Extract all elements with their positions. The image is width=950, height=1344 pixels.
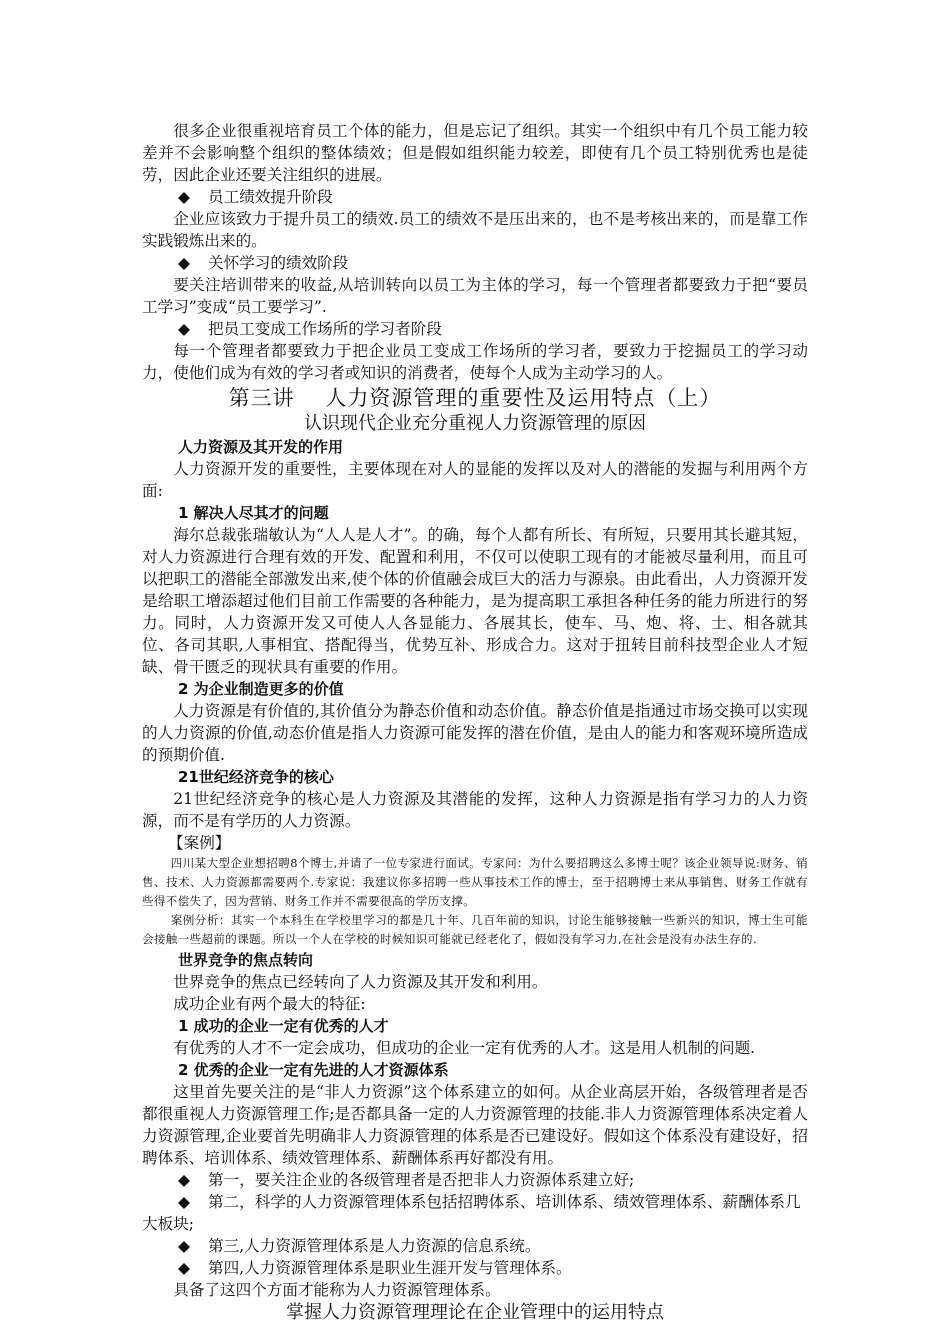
section-title: 认识现代企业充分重视人力资源管理的原因	[304, 413, 646, 434]
bullet-text: 第一，要关注企业的各级管理者是否把非人力资源体系建立好;	[208, 1171, 635, 1189]
bullet-item	[142, 252, 808, 274]
bullet-text: 关怀学习的绩效阶段	[208, 254, 349, 272]
paragraph: 人力资源是有价值的,其价值分为静态价值和动态价值。静态价值是指通过市场交换可以实现的人力资源的价值,动态价值是指人力资源可能发挥的潜在价值，是由人的能力和客观环境所造成的预期价值.	[142, 702, 808, 764]
bullet-item	[142, 318, 808, 340]
bullet-text: 把员工变成工作场所的学习者阶段	[208, 320, 442, 338]
bullet-text: 第三,人力资源管理体系是人力资源的信息系统。	[208, 1237, 541, 1255]
bullet-text: 第四,人力资源管理体系是职业生涯开发与管理体系。	[208, 1259, 572, 1277]
bullet-item	[142, 1257, 808, 1279]
bullet-item	[142, 1191, 808, 1235]
subsection-heading: 21世纪经济竞争的核心	[178, 768, 334, 786]
case-text: 四川某大型企业想招聘8个博士,并请了一位专家进行面试。专家问：为什么要招聘这么多博士呢？该企业领导说:财务、销售、技术、人力资源都需要两个.专家说：我建议你多招聘一些从事技术工作的博士，至于招聘博士来从事销售、财务工作就有些得不偿失了，因为营销、财务工作并不需要很高的学历支撑。	[142, 856, 808, 908]
diamond-bullet-icon: ◆	[178, 1237, 190, 1255]
diamond-bullet-icon: ◆	[178, 1171, 190, 1189]
paragraph: 每一个管理者都要致力于把企业员工变成工作场所的学习者，要致力于挖掘员工的学习动力，使他们成为有效的学习者或知识的消费者，使每个人成为主动学习的人。	[142, 342, 808, 382]
case-label: 【案例】	[168, 834, 231, 852]
paragraph: 成功企业有两个最大的特征:	[173, 995, 366, 1013]
paragraph: 21世纪经济竞争的核心是人力资源及其潜能的发挥，这种人力资源是指有学习力的人力资源，而不是有学历的人力资源。	[142, 790, 808, 830]
subsection-heading: 世界竞争的焦点转向	[178, 951, 314, 969]
case-analysis: 案例分析：其实一个本科生在学校里学习的都是几十年、几百年前的知识，讨论生能够接触一些新兴的知识，博士生可能会接触一些超前的课题。所以一个人在学校的时候知识可能就已经老化了，假如没有学习力,在社会是没有办法生存的.	[142, 913, 808, 946]
paragraph: 人力资源开发的重要性，主要体现在对人的显能的发挥以及对人的潜能的发掘与利用两个方面:	[142, 460, 808, 500]
subsection-heading: 1 成功的企业一定有优秀的人才	[178, 1017, 389, 1035]
diamond-bullet-icon: ◆	[178, 1259, 190, 1277]
diamond-bullet-icon: ◆	[178, 1193, 190, 1211]
lecture-title: 第三讲 人力资源管理的重要性及运用特点（上）	[228, 386, 722, 410]
subsection-heading: 2 为企业制造更多的价值	[178, 680, 344, 698]
paragraph: 海尔总裁张瑞敏认为“人人是人才”。的确，每个人都有所长、有所短，只要用其长避其短，对人力资源进行合理有效的开发、配置和利用，不仅可以使职工现有的才能被尽量利用，而且可以把职工的潜能全部激发出来,使个体的价值融会成巨大的活力与源泉。由此看出，人力资源开发是给职工增添超过他们目前工作需要的各种能力，是为提高职工承担各种任务的能力所进行的努力。同时，人力资源开发又可使人人各显能力、各展其长，使车、马、炮、将、士、相各就其位、各司其职,人事相宜、搭配得当，优势互补、形成合力。这对于扭转目前科技型企业人才短缺、骨干匮乏的现状具有重要的作用。	[142, 526, 808, 676]
paragraph: 很多企业很重视培育员工个体的能力，但是忘记了组织。其实一个组织中有几个员工能力较差并不会影响整个组织的整体绩效；但是假如组织能力较差，即使有几个员工特别优秀也是徒劳，因此企业还要关注组织的进展。	[142, 122, 808, 184]
document-page	[142, 120, 808, 1325]
diamond-bullet-icon: ◆	[178, 188, 190, 206]
subsection-heading: 人力资源及其开发的作用	[178, 438, 344, 456]
bullet-item	[142, 186, 808, 208]
section-title: 掌握人力资源管理理论在企业管理中的运用特点	[286, 1302, 664, 1323]
bullet-item	[142, 1169, 808, 1191]
paragraph: 企业应该致力于提升员工的绩效.员工的绩效不是压出来的，也不是考核出来的，而是靠工作实践锻炼出来的。	[142, 210, 808, 250]
subsection-heading: 1 解决人尽其才的问题	[178, 504, 329, 522]
bullet-text: 第二，科学的人力资源管理体系包括招聘体系、培训体系、绩效管理体系、薪酬体系几大板块;	[142, 1193, 801, 1233]
diamond-bullet-icon: ◆	[178, 254, 190, 272]
bullet-text: 员工绩效提升阶段	[208, 188, 333, 206]
bullet-item	[142, 1235, 808, 1257]
paragraph: 具备了这四个方面才能称为人力资源管理体系。	[173, 1281, 501, 1299]
paragraph: 这里首先要关注的是“非人力资源”这个体系建立的如何。从企业高层开始，各级管理者是否都很重视人力资源管理工作;是否都具备一定的人力资源管理的技能.非人力资源管理体系决定着人力资源管理,企业要首先明确非人力资源管理的体系是否已建设好。假如这个体系没有建设好，招聘体系、培训体系、绩效管理体系、薪酬体系再好都没有用。	[142, 1083, 808, 1167]
paragraph: 世界竞争的焦点已经转向了人力资源及其开发和利用。	[173, 973, 548, 991]
subsection-heading: 2 优秀的企业一定有先进的人才资源体系	[178, 1061, 449, 1079]
diamond-bullet-icon: ◆	[178, 320, 190, 338]
paragraph: 有优秀的人才不一定会成功，但成功的企业一定有优秀的人才。这是用人机制的问题.	[173, 1039, 756, 1057]
paragraph: 要关注培训带来的收益,从培训转向以员工为主体的学习，每一个管理者都要致力于把“要员工学习”变成“员工要学习”.	[142, 276, 808, 316]
